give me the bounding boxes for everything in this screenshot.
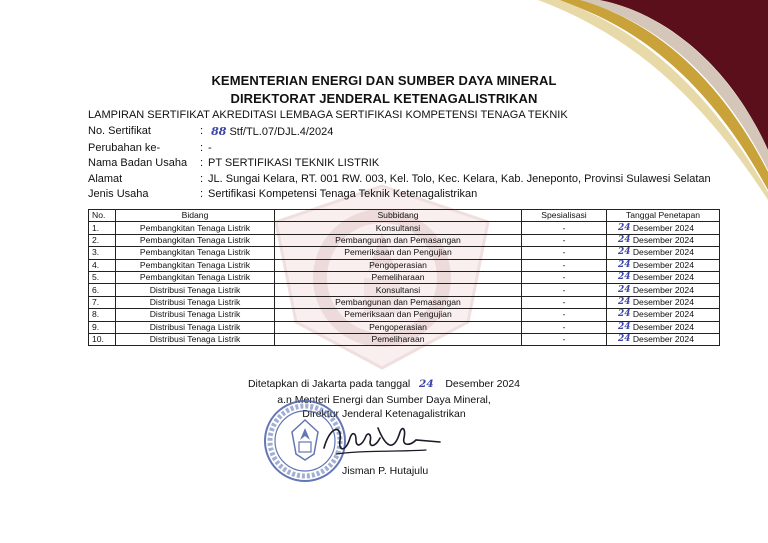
table-row — [89, 321, 720, 333]
cell-subbidang: Pemeliharaan — [275, 271, 522, 283]
info-label: Alamat — [88, 172, 123, 185]
month-year: Desember 2024 — [632, 259, 694, 270]
cell-subbidang: Pembangunan dan Pemasangan — [275, 234, 522, 246]
header-bidang: Bidang — [116, 210, 275, 222]
info-row-address: Alamat : JL. Sungai Kelara, RT. 001 RW. 003, Kel. Tolo, Kec. Kelara, Kab. Jeneponto, Provinsi Sulawesi Selatan — [88, 172, 711, 188]
cell-subbidang: Konsultansi — [275, 284, 522, 296]
on-behalf-line: a.n Menteri Energi dan Sumber Daya Mineral, — [277, 394, 491, 406]
handwritten-day: 24 — [618, 321, 631, 332]
cell-tanggal — [607, 259, 720, 271]
cell-bidang: Distribusi Tenaga Listrik — [116, 309, 275, 321]
cell-spesialisasi: - — [522, 309, 607, 321]
cell-spesialisasi: - — [522, 247, 607, 259]
info-label: Jenis Usaha — [88, 188, 149, 200]
accreditation-table — [88, 209, 720, 346]
info-row-certificate-number: No. Sertifikat : 88 Stf/TL.07/DJL.4/2024 — [88, 124, 711, 141]
cell-spesialisasi: - — [522, 284, 607, 296]
handwritten-day: 24 — [618, 296, 631, 307]
handwritten-number: 88 — [211, 125, 227, 138]
cell-spesialisasi: - — [522, 321, 607, 333]
info-value: PT SERTIFIKASI TEKNIK LISTRIK — [208, 157, 380, 169]
month-year: Desember 2024 — [632, 272, 694, 283]
table-row — [89, 271, 720, 283]
ditetapkan-line — [0, 378, 768, 390]
ministry-title: KEMENTERIAN ENERGI DAN SUMBER DAYA MINERAL — [211, 73, 557, 88]
ditetapkan-prefix: Ditetapkan di Jakarta pada tanggal — [247, 378, 411, 390]
header-tanggal: Tanggal Penetapan — [607, 210, 720, 222]
handwritten-day: 24 — [618, 234, 631, 245]
cell-subbidang: Pengoperasian — [275, 321, 522, 333]
cell-tanggal — [607, 296, 720, 308]
info-row-company-name: Nama Badan Usaha : PT SERTIFIKASI TEKNIK LISTRIK — [88, 156, 711, 172]
cell-no: 6. — [89, 284, 116, 296]
handwritten-day: 24 — [618, 272, 631, 283]
handwritten-day: 24 — [618, 309, 631, 320]
month-year: Desember 2024 — [632, 321, 694, 332]
month-year: Desember 2024 — [632, 222, 694, 233]
cell-bidang: Pembangkitan Tenaga Listrik — [116, 222, 275, 234]
cell-spesialisasi: - — [522, 259, 607, 271]
month-year: Desember 2024 — [632, 334, 694, 345]
cell-subbidang: Konsultansi — [275, 222, 522, 234]
cell-spesialisasi: - — [522, 333, 607, 345]
cell-spesialisasi: - — [522, 271, 607, 283]
info-value: Sertifikasi Kompetensi Tenaga Teknik Ketenagalistrikan — [208, 188, 478, 200]
cell-spesialisasi: - — [522, 222, 607, 234]
table-row — [89, 247, 720, 259]
cell-subbidang: Pemeriksaan dan Pengujian — [275, 309, 522, 321]
handwritten-day: 24 — [618, 334, 631, 345]
handwritten-day: 24 — [618, 247, 631, 258]
table-row — [89, 309, 720, 321]
cell-no: 7. — [89, 296, 116, 308]
month-year: Desember 2024 — [632, 296, 694, 307]
cell-no: 9. — [89, 321, 116, 333]
directorate-title: DIREKTORAT JENDERAL KETENAGALISTRIKAN — [230, 91, 538, 106]
cell-no: 2. — [89, 234, 116, 246]
signature — [316, 418, 446, 462]
month-year: Desember 2024 — [632, 234, 694, 245]
table-row — [89, 234, 720, 246]
cell-bidang: Pembangkitan Tenaga Listrik — [116, 234, 275, 246]
table-row — [89, 333, 720, 345]
info-row-business-type: Jenis Usaha : Sertifikasi Kompetensi Tenaga Teknik Ketenagalistrikan — [88, 187, 711, 203]
handwritten-day: 24 — [618, 284, 631, 295]
cell-no: 1. — [89, 222, 116, 234]
month-year: Desember 2024 — [632, 284, 694, 295]
header-spesialisasi: Spesialisasi — [522, 210, 607, 222]
cell-tanggal — [607, 234, 720, 246]
cell-bidang: Distribusi Tenaga Listrik — [116, 284, 275, 296]
cell-spesialisasi: - — [522, 234, 607, 246]
cell-no: 8. — [89, 309, 116, 321]
cell-no: 10. — [89, 333, 116, 345]
cell-tanggal — [607, 284, 720, 296]
month-year: Desember 2024 — [632, 309, 694, 320]
handwritten-day: 24 — [618, 222, 631, 233]
table-header-row — [89, 210, 720, 222]
cell-tanggal — [607, 247, 720, 259]
ditetapkan-suffix: Desember 2024 — [445, 378, 521, 390]
cell-tanggal — [607, 271, 720, 283]
cell-bidang: Distribusi Tenaga Listrik — [116, 333, 275, 345]
lampiran-heading: LAMPIRAN SERTIFIKAT AKREDITASI LEMBAGA SERTIFIKASI KOMPETENSI TENAGA TEKNIK — [88, 109, 568, 121]
header-subbidang: Subbidang — [275, 210, 522, 222]
cell-spesialisasi: - — [522, 296, 607, 308]
table-row — [89, 296, 720, 308]
cell-subbidang: Pembangunan dan Pemasangan — [275, 296, 522, 308]
cell-tanggal — [607, 321, 720, 333]
handwritten-day: 24 — [419, 378, 434, 390]
cell-no: 5. — [89, 271, 116, 283]
cell-tanggal — [607, 309, 720, 321]
info-value: JL. Sungai Kelara, RT. 001 RW. 003, Kel. Tolo, Kec. Kelara, Kab. Jeneponto, Provinsi Sulawesi Selatan — [208, 172, 711, 185]
header-no: No. — [89, 210, 116, 222]
cell-no: 3. — [89, 247, 116, 259]
director-title-line: Direktur Jenderal Ketenagalistrikan — [302, 408, 466, 420]
cell-bidang: Distribusi Tenaga Listrik — [116, 296, 275, 308]
cell-no: 4. — [89, 259, 116, 271]
table-body — [89, 222, 720, 346]
cell-bidang: Pembangkitan Tenaga Listrik — [116, 259, 275, 271]
cell-bidang: Distribusi Tenaga Listrik — [116, 321, 275, 333]
table-row — [89, 284, 720, 296]
certificate-info — [88, 124, 711, 203]
cell-subbidang: Pengoperasian — [275, 259, 522, 271]
cell-tanggal — [607, 333, 720, 345]
handwritten-day: 24 — [618, 259, 631, 270]
cell-subbidang: Pemeliharaan — [275, 333, 522, 345]
cell-bidang: Pembangkitan Tenaga Listrik — [116, 247, 275, 259]
info-value: - — [208, 141, 212, 154]
info-label: Perubahan ke- — [88, 141, 161, 154]
info-row-perubahan: Perubahan ke- : - — [88, 141, 711, 157]
signer-name: Jisman P. Hutajulu — [342, 465, 429, 477]
table-row — [89, 259, 720, 271]
info-label: No. Sertifikat — [88, 125, 151, 137]
month-year: Desember 2024 — [632, 247, 694, 258]
cell-subbidang: Pemeriksaan dan Pengujian — [275, 247, 522, 259]
table-row — [89, 222, 720, 234]
info-value: Stf/TL.07/DJL.4/2024 — [229, 126, 334, 138]
info-label: Nama Badan Usaha — [88, 157, 188, 169]
cell-tanggal — [607, 222, 720, 234]
cell-bidang: Pembangkitan Tenaga Listrik — [116, 271, 275, 283]
